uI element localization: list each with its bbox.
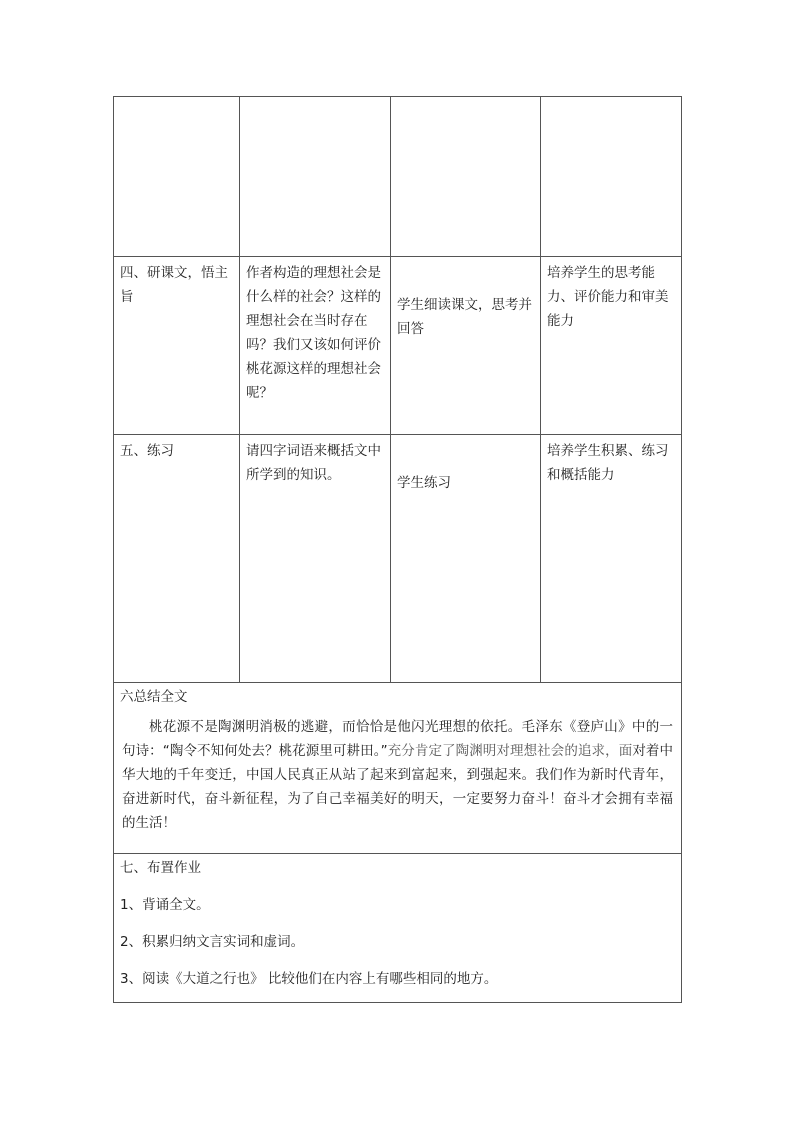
purpose-text [541, 97, 681, 101]
stage-cell [114, 97, 240, 257]
table-row [114, 97, 682, 257]
purpose-cell [541, 257, 682, 435]
table-row [114, 257, 682, 435]
homework-item: 2、积累归纳文言实词和虚词。 [120, 934, 305, 950]
teacher-activity-text: 作者构造的理想社会是什么样的社会？这样的理想社会在当时存在吗？我们又该如何评价桃花源这样的理想社会呢？ [246, 265, 381, 401]
table-row [114, 854, 682, 1003]
homework-item: 1、背诵全文。 [120, 897, 210, 913]
teacher-activity-text [240, 97, 390, 101]
teacher-activity-text: 请四字词语来概括文中所学到的知识。 [246, 443, 381, 483]
lesson-plan-table [113, 96, 682, 1003]
stage-text: 五、练习 [120, 443, 174, 459]
summary-cell [114, 683, 682, 854]
stage-text: 四、研课文，悟主旨 [120, 265, 228, 305]
summary-title: 六总结全文 [120, 689, 188, 705]
purpose-cell [541, 97, 682, 257]
purpose-cell [541, 435, 682, 683]
purpose-text: 培养学生积累、练习和概括能力 [547, 443, 669, 483]
summary-body [114, 709, 681, 835]
student-activity-text: 学生练习 [397, 475, 451, 491]
summary-body-main: 桃花源不是陶渊明消极的逃避，而恰恰是他闪光理想的依托。毛泽东《登庐山》中的一句诗：“陶令不知何处去？桃花源里可耕田。” [122, 719, 673, 759]
table-row [114, 683, 682, 854]
stage-cell [114, 257, 240, 435]
purpose-text: 培养学生的思考能力、评价能力和审美能力 [547, 265, 669, 329]
student-activity-cell [391, 435, 541, 683]
homework-cell [114, 854, 682, 1003]
stage-cell [114, 435, 240, 683]
table-row [114, 435, 682, 683]
summary-body-end: 对着中华大地的千年变迁，中国人民真正从站了起来到富起来，到强起来。我们作为新时代青年，奋进新时代，奋斗新征程，为了自己幸福美好的明天，一定要努力奋斗！奋斗才会拥有幸福的生活！ [122, 743, 674, 831]
teacher-activity-cell [240, 97, 391, 257]
homework-item: 3、阅读《大道之行也》 比较他们在内容上有哪些相同的地方。 [120, 971, 498, 987]
student-activity-cell [391, 257, 541, 435]
teacher-activity-cell [240, 435, 391, 683]
homework-title: 七、布置作业 [120, 860, 201, 876]
student-activity-text [391, 97, 540, 101]
summary-body-soft: 充分肯定了陶渊明对理想社会的追求，面 [387, 743, 633, 759]
student-activity-text: 学生细读课文，思考并回答 [397, 297, 532, 337]
teacher-activity-cell [240, 257, 391, 435]
student-activity-cell [391, 97, 541, 257]
stage-text [114, 97, 239, 101]
